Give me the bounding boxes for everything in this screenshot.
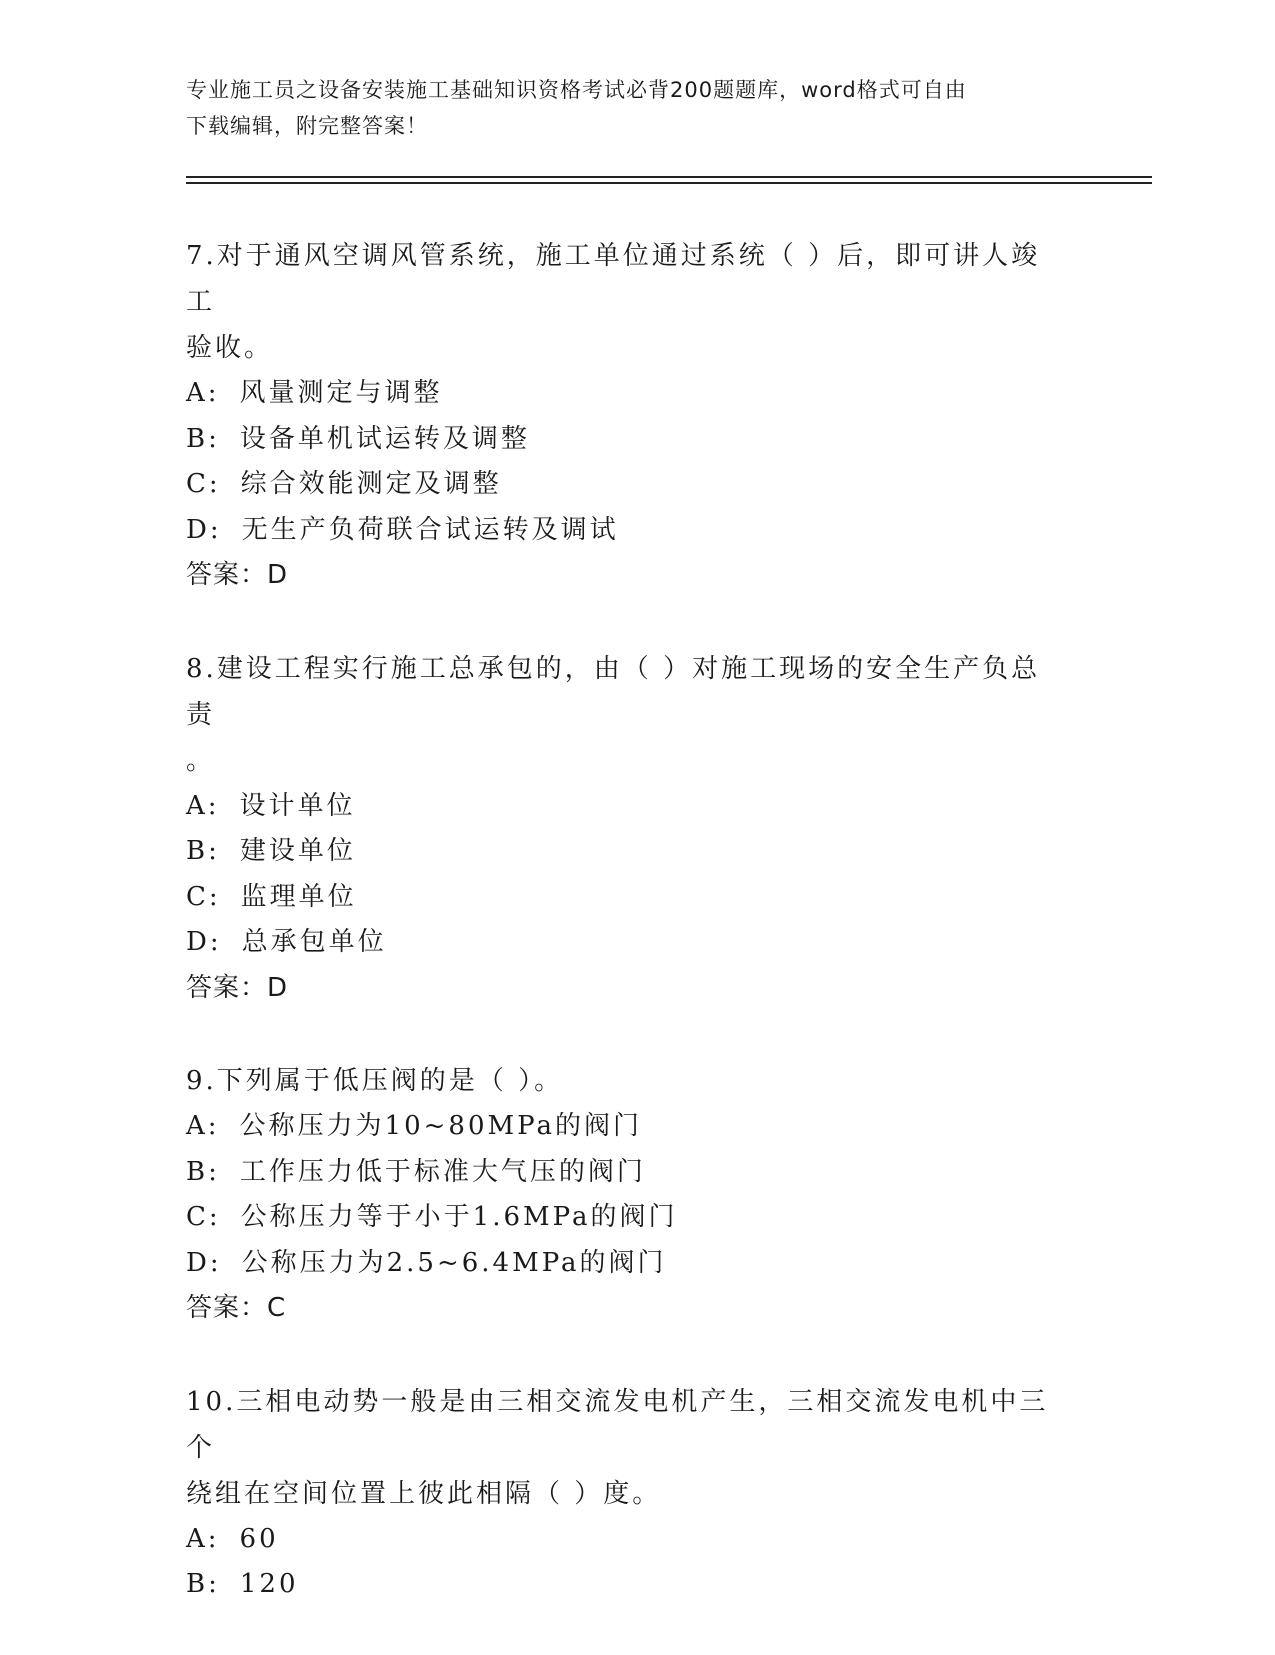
- option-a: [186, 371, 1066, 417]
- option-letter: A:: [186, 378, 220, 408]
- header-divider-top: [186, 176, 1152, 178]
- option-c: [186, 1195, 1066, 1241]
- option-text: 设备单机试运转及调整: [239, 423, 530, 454]
- option-a: [186, 1104, 1066, 1150]
- option-text: 总承包单位: [241, 927, 387, 957]
- question-text: [186, 646, 1066, 784]
- option-b: [186, 417, 1066, 463]
- option-text: 公称压力为2.5~6.4MPa的阀门: [241, 1247, 667, 1278]
- option-d: [186, 508, 1066, 554]
- option-c: [186, 462, 1066, 508]
- option-letter: C:: [186, 1202, 221, 1232]
- option-letter: C:: [186, 881, 221, 912]
- option-text: 60: [239, 1523, 279, 1554]
- option-d: [186, 920, 1066, 966]
- option-letter: B:: [186, 1156, 220, 1187]
- option-letter: A:: [186, 1523, 220, 1554]
- question-text-line: 7.对于通风空调风管系统，施工单位通过系统（ ）后，即可讲人竣工: [186, 241, 1041, 317]
- option-a: [186, 784, 1066, 830]
- question-text: [186, 233, 1066, 371]
- answer-line: 答案：D: [186, 560, 289, 590]
- answer-line: 答案：C: [186, 1293, 287, 1323]
- question-text-line: 10.三相电动势一般是由三相交流发电机产生，三相交流发电机中三个: [186, 1386, 1049, 1463]
- option-b: [186, 1562, 1066, 1608]
- question-text-line: 8.建设工程实行施工总承包的，由（ ）对施工现场的安全生产负总责: [186, 653, 1041, 730]
- option-letter: B:: [186, 1569, 220, 1599]
- option-letter: C:: [186, 469, 221, 499]
- option-text: 建设单位: [239, 836, 356, 866]
- option-text: 公称压力为10~80MPa的阀门: [239, 1111, 642, 1141]
- option-text: 综合效能测定及调整: [240, 469, 502, 499]
- option-text: 风量测定与调整: [239, 378, 443, 408]
- option-d: [186, 1241, 1066, 1287]
- option-text: 设计单位: [239, 790, 356, 821]
- option-text: 无生产负荷联合试运转及调试: [241, 514, 619, 545]
- option-b: [186, 1150, 1066, 1196]
- question-text: [186, 1058, 1066, 1104]
- option-b: [186, 829, 1066, 875]
- question-list: [186, 233, 1066, 1655]
- question-text: [186, 1379, 1066, 1517]
- question-text-line: 。: [186, 745, 216, 776]
- option-a: [186, 1517, 1066, 1563]
- question-text-line: 验收。: [186, 333, 274, 363]
- header-line-1: 专业施工员之设备安装施工基础知识资格考试必背200题题库，word格式可自由: [186, 78, 967, 102]
- question-9: [186, 1058, 1066, 1332]
- option-letter: B:: [186, 423, 220, 454]
- option-text: 120: [239, 1569, 299, 1599]
- answer-line: 答案：D: [186, 972, 289, 1003]
- option-text: 监理单位: [240, 881, 357, 912]
- header-line-2: 下载编辑，附完整答案！: [186, 114, 428, 138]
- option-letter: A:: [186, 790, 220, 821]
- question-7: [186, 233, 1066, 599]
- header-divider-bottom: [186, 182, 1152, 184]
- question-text-line: 9.下列属于低压阀的是（ ）。: [186, 1066, 564, 1096]
- option-letter: A:: [186, 1111, 220, 1141]
- option-text: 工作压力低于标准大气压的阀门: [239, 1156, 646, 1187]
- question-8: [186, 646, 1066, 1012]
- question-10: [186, 1379, 1066, 1608]
- option-letter: D:: [186, 927, 222, 957]
- document-header: [186, 72, 1066, 144]
- option-letter: B:: [186, 836, 220, 866]
- option-letter: D:: [186, 1247, 222, 1278]
- option-text: 公称压力等于小于1.6MPa的阀门: [240, 1202, 678, 1232]
- question-text-line: 绕组在空间位置上彼此相隔（ ）度。: [186, 1478, 662, 1509]
- option-letter: D:: [186, 514, 222, 545]
- option-c: [186, 875, 1066, 921]
